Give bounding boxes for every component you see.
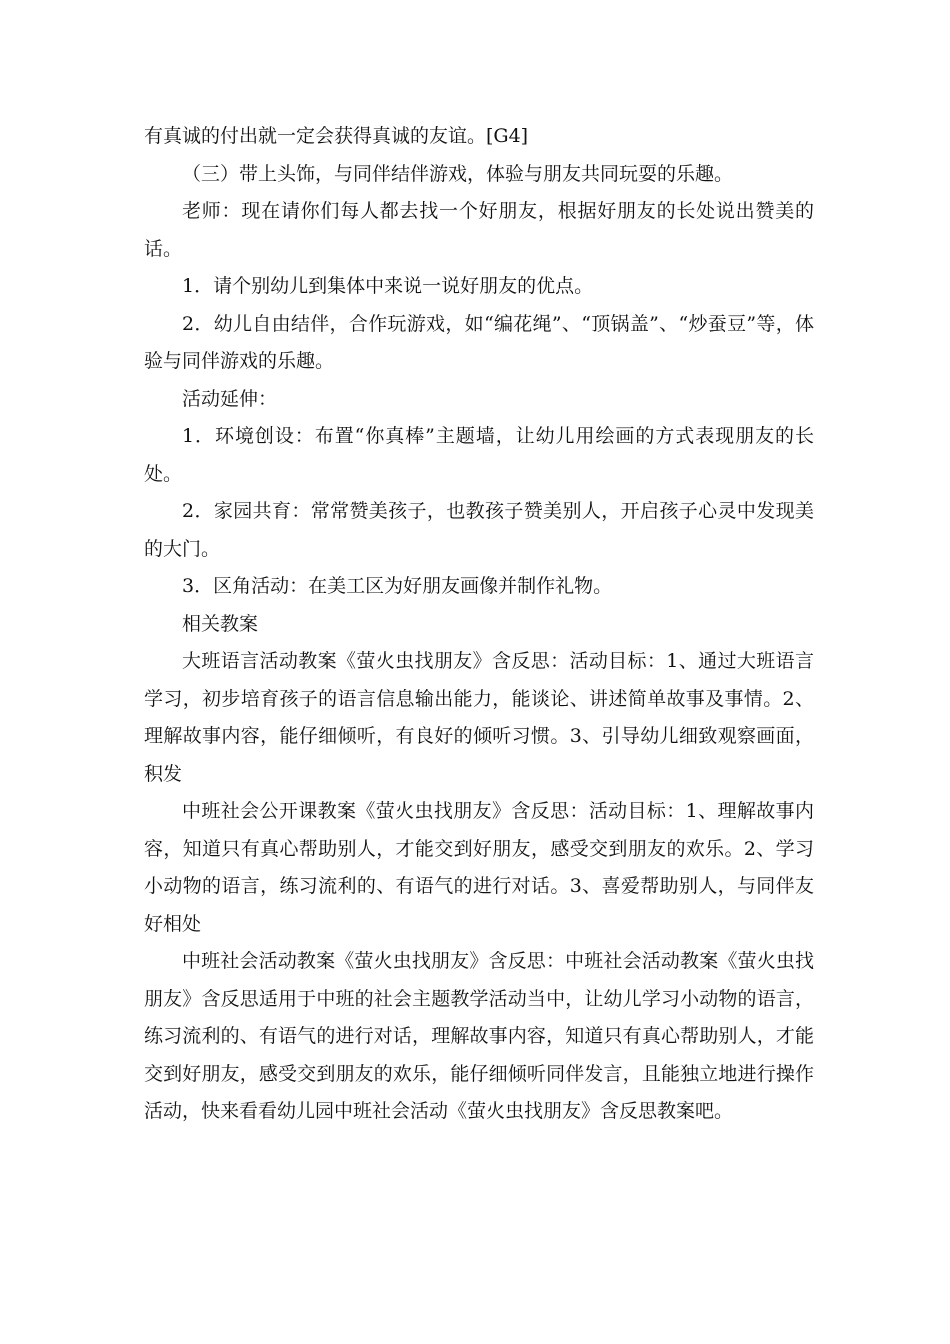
paragraph-9: 3．区角活动：在美工区为好朋友画像并制作礼物。 (182, 575, 613, 597)
paragraph-4: 1．请个别幼儿到集体中来说一说好朋友的优点。 (182, 275, 594, 297)
paragraph-1: 有真诚的付出就一定会获得真诚的友谊。[G4] (144, 125, 529, 147)
document-body (144, 118, 814, 1131)
paragraph-2: （三）带上头饰，与同伴结伴游戏，体验与朋友共同玩耍的乐趣。 (182, 162, 734, 185)
paragraph-13: 中班社会活动教案《萤火虫找朋友》含反思：中班社会活动教案《萤火虫找朋友》含反思适用于中班的社会主题教学活动当中，让幼儿学习小动物的语言，练习流利的、有语气的进行对话，理解故事内容，知道只有真心帮助别人，才能交到好朋友，感受交到朋友的欢乐，能仔细倾听同伴发言，且能独立地进行操作活动，快来看看幼儿园中班社会活动《萤火虫找朋友》含反思教案吧。 (144, 950, 814, 1122)
paragraph-8: 2．家园共育：常常赞美孩子，也教孩子赞美别人，开启孩子心灵中发现美的大门。 (144, 500, 814, 560)
paragraph-5: 2．幼儿自由结伴，合作玩游戏，如“编花绳”、“顶锅盖”、“炒蚕豆”等，体验与同伴游戏的乐趣。 (144, 312, 814, 372)
paragraph-6: 活动延伸： (182, 387, 278, 410)
paragraph-3: 老师：现在请你们每人都去找一个好朋友，根据好朋友的长处说出赞美的话。 (144, 200, 814, 260)
paragraph-12: 中班社会公开课教案《萤火虫找朋友》含反思：活动目标：1、理解故事内容，知道只有真心帮助别人，才能交到好朋友，感受交到朋友的欢乐。2、学习小动物的语言，练习流利的、有语气的进行对话。3、喜爱帮助别人，与同伴友好相处 (144, 800, 814, 935)
paragraph-7: 1．环境创设：布置“你真棒”主题墙，让幼儿用绘画的方式表现朋友的长处。 (144, 425, 814, 485)
paragraph-11: 大班语言活动教案《萤火虫找朋友》含反思：活动目标：1、通过大班语言学习，初步培育孩子的语言信息输出能力，能谈论、讲述简单故事及事情。2、理解故事内容，能仔细倾听，有良好的倾听习惯。3、引导幼儿细致观察画面，积发 (144, 650, 814, 785)
section-heading-related: 相关教案 (182, 612, 259, 635)
